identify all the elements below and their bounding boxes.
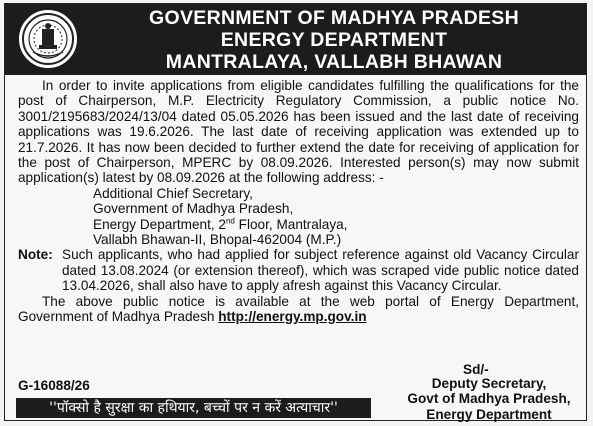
state-emblem-logo [19,10,77,68]
address-line: Vallabh Bhawan-II, Bhopal-462004 (M.P.) [93,232,342,248]
note-block [18,247,579,293]
address-line: Additional Chief Secretary, [93,185,253,201]
signoff-block [404,376,574,422]
note-label: Note: [18,247,53,263]
notice-paragraph: In order to invite applications from eligible candidates fulfilling the qualifications for the post of Chairperson, M.P. Electricity Regulatory Commission, a public notice No. 3001/2195683/2024/13/04 dated 05.05.2026 has been issued and the last date of receiving applications was 19.6.2026. The last date of receiving application was extended up to 21.7.2026. It has now been decided to further extend the date for receiving of application for the post of Chairperson, MPERC by 08.09.2026. Interested person(s) may now submit application(s) latest by 08.09.2026 at the following address: - [18,78,579,186]
note-text: Such applicants, who had applied for subject reference against old Vacancy Circular dated 13.08.2024 (or extension thereof), which was scraped vide public notice dated 13.04.2026, shall also have to apply afresh against this Vacancy Circular. [62,247,579,294]
notice-frame [4,3,587,421]
signoff-government: Govt of Madhya Pradesh, [407,391,571,407]
pocso-slogan: ''पॉक्सो है सुरक्षा का हथियार, बच्चों पर न करें अत्याचार'' [16,398,371,418]
address-block [93,186,579,248]
reference-number: G-16088/26 [18,378,90,393]
address-line: Energy Department, 2nd Floor, Mantralaya, [93,216,348,232]
closing-paragraph: The above public notice is available at the web portal of Energy Department, Government of Madhya Pradesh http://energy.mp.gov.in [18,293,579,325]
notice-header [5,4,586,75]
energy-portal-link[interactable]: http://energy.mp.gov.in [218,309,367,325]
address-line: Government of Madhya Pradesh, [93,201,294,217]
signoff-designation: Deputy Secretary, [431,376,547,391]
header-location: MANTRALAYA, VALLABH BHAWAN [165,51,503,73]
signature-mark: Sd/- [463,362,489,377]
notice-body [18,78,579,325]
header-department: ENERGY DEPARTMENT [220,29,448,51]
header-government: GOVERNMENT OF MADHYA PRADESH [149,7,519,29]
signoff-department: Energy Department [426,406,552,422]
